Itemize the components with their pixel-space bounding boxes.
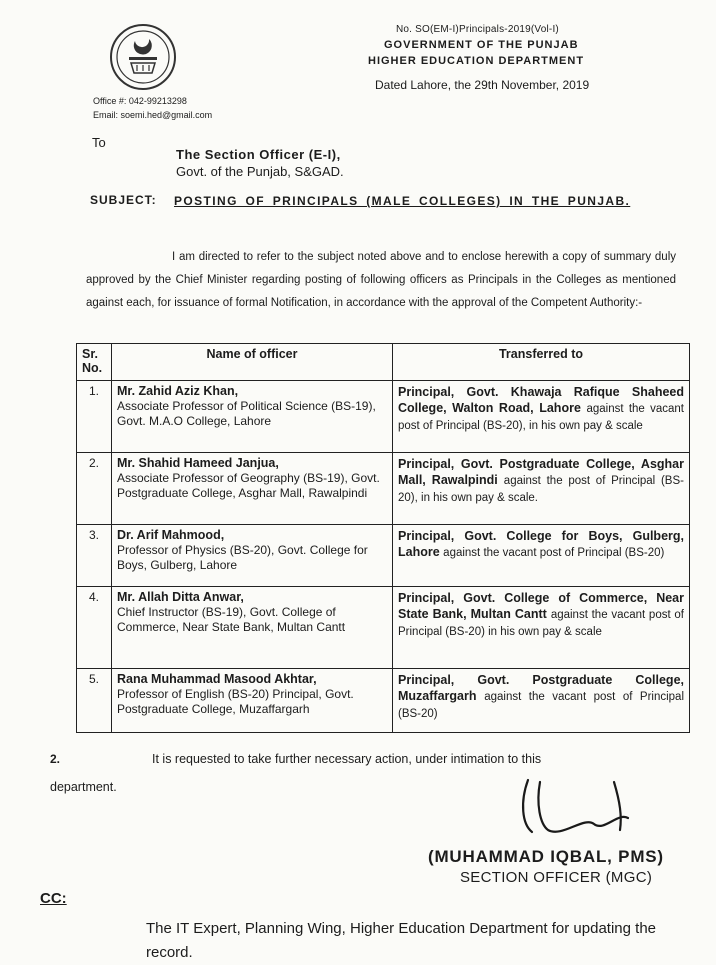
addressee-title: The Section Officer (E-I), (176, 147, 341, 162)
subject-text: POSTING OF PRINCIPALS (MALE COLLEGES) IN THE PUNJAB. (174, 194, 631, 208)
addressee-line2: Govt. of the Punjab, S&GAD. (176, 164, 344, 179)
officer-cell (112, 587, 393, 669)
letter-date: Dated Lahore, the 29th November, 2019 (375, 78, 590, 92)
posting-bold: Principal, Govt. Khawaja Rafique Shaheed College, Walton Road, Lahore (398, 385, 684, 415)
posting-cell (393, 669, 690, 733)
posting-bold: Principal, Govt. Postgraduate College, Muzaffargarh (398, 673, 684, 703)
paragraph-1 (86, 246, 676, 315)
row-sr: 1. (77, 381, 112, 453)
contact-info (93, 94, 212, 122)
government-seal-logo (110, 24, 176, 90)
officer-details: Associate Professor of Geography (BS-19), Govt. Postgraduate College, Asghar Mall, Rawalpindi (117, 471, 380, 500)
header-sr-no: Sr. No. (77, 344, 112, 381)
posting-rest: against the vacant post of Principal (BS-20), in his own pay & scale (398, 403, 684, 432)
subject-label: SUBJECT: (90, 193, 157, 207)
posting-bold: Principal, Govt. College of Commerce, Near State Bank, Multan Cantt (398, 591, 684, 621)
row-sr: 2. (77, 453, 112, 525)
posting-rest: against the vacant post of Principal (BS-20) in his own pay & scale (398, 609, 684, 638)
row-sr: 4. (77, 587, 112, 669)
officers-table (76, 343, 690, 733)
officer-name: Dr. Arif Mahmood, (117, 528, 225, 542)
to-label: To (92, 135, 106, 150)
signatory-name: (MUHAMMAD IQBAL, PMS) (428, 847, 664, 866)
seal-icon (113, 27, 173, 87)
row-sr: 3. (77, 525, 112, 587)
paragraph-2-number: 2. (50, 752, 61, 766)
officer-cell (112, 525, 393, 587)
officer-name: Mr. Allah Ditta Anwar, (117, 590, 244, 604)
table-row (77, 453, 690, 525)
officer-cell (112, 453, 393, 525)
addressee (176, 146, 344, 180)
table-header-row (77, 344, 690, 381)
table-row (77, 669, 690, 733)
officer-cell (112, 381, 393, 453)
posting-rest: against the post of Principal (BS-20), in his own pay & scale. (398, 475, 684, 504)
paragraph-2-line2: department. (50, 780, 117, 794)
office-phone: Office #: 042-99213298 (93, 96, 187, 106)
posting-cell (393, 525, 690, 587)
row-sr: 5. (77, 669, 112, 733)
officer-details: Professor of English (BS-20) Principal, Govt. Postgraduate College, Muzaffargarh (117, 687, 354, 716)
cc-label: CC: (40, 890, 67, 907)
officer-details: Chief Instructor (BS-19), Govt. College of Commerce, Near State Bank, Multan Cantt (117, 605, 346, 634)
cc-text: The IT Expert, Planning Wing, Higher Education Department for updating the record. (146, 920, 657, 961)
officer-details: Associate Professor of Political Science (BS-19), Govt. M.A.O College, Lahore (117, 399, 376, 428)
reference-number: No. SO(EM-I)Principals-2019(Vol-I) (396, 24, 559, 35)
posting-cell (393, 587, 690, 669)
posting-bold: Principal, Govt. College for Boys, Gulberg, Lahore (398, 529, 684, 559)
table-row (77, 381, 690, 453)
handwritten-signature (510, 772, 650, 842)
posting-rest: against the vacant post of Principal (BS-20) (443, 547, 665, 559)
officer-cell (112, 669, 393, 733)
posting-bold: Principal, Govt. Postgraduate College, Asghar Mall, Rawalpindi (398, 457, 684, 487)
table-row (77, 525, 690, 587)
table-row (77, 587, 690, 669)
header-name-of-officer: Name of officer (112, 344, 393, 381)
officer-details: Professor of Physics (BS-20), Govt. College for Boys, Gulberg, Lahore (117, 543, 368, 572)
government-title: GOVERNMENT OF THE PUNJAB (384, 39, 579, 51)
department-title: HIGHER EDUCATION DEPARTMENT (368, 55, 585, 67)
signatory-designation: SECTION OFFICER (MGC) (460, 869, 653, 886)
paragraph-2-line1: It is requested to take further necessary action, under intimation to this (152, 752, 542, 766)
posting-rest: against the vacant post of Principal (BS-20) (398, 691, 684, 720)
officer-name: Rana Muhammad Masood Akhtar, (117, 672, 317, 686)
posting-cell (393, 381, 690, 453)
paragraph-1-text: I am directed to refer to the subject noted above and to enclose herewith a copy of summary duly approved by the Chief Minister regarding posting of following officers as Principals in the Colleges as mentioned against each, for issuance of formal Notification, in accordance with the approval of the Competent Authority:- (86, 251, 676, 309)
officer-name: Mr. Shahid Hameed Janjua, (117, 456, 279, 470)
office-email: Email: soemi.hed@gmail.com (93, 110, 213, 120)
header-transferred-to: Transferred to (393, 344, 690, 381)
officer-name: Mr. Zahid Aziz Khan, (117, 384, 239, 398)
posting-cell (393, 453, 690, 525)
